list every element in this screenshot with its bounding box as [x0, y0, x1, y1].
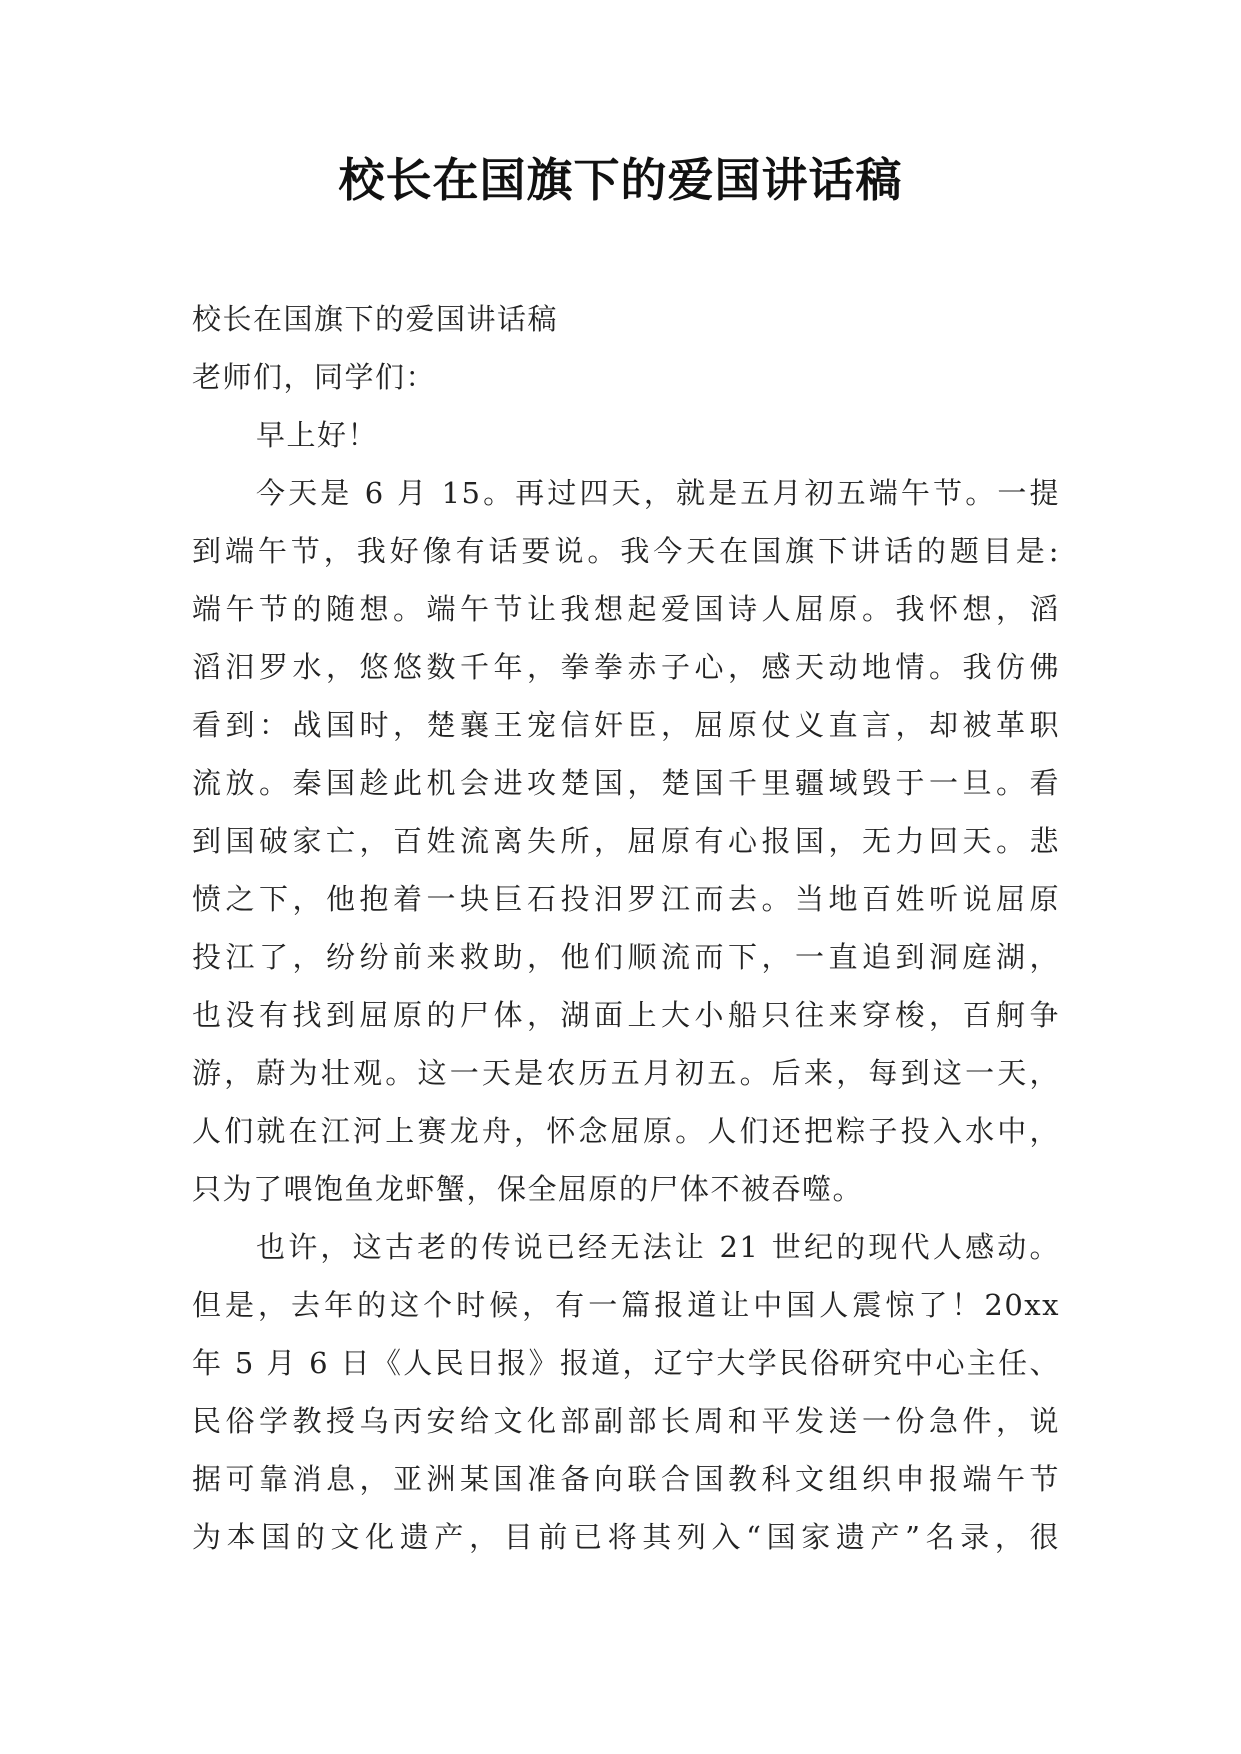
- text-line: 今天是 6 月 15。再过四天，就是五月初五端午节。一提: [256, 476, 1060, 510]
- document-title: 校长在国旗下的爱国讲话稿: [338, 153, 903, 207]
- text-line: 流放。秦国趁此机会进攻楚国，楚国千里疆域毁于一旦。看: [192, 766, 1060, 800]
- text-line: 只为了喂饱鱼龙虾蟹，保全屈原的尸体不被吞噬。: [192, 1172, 864, 1206]
- text-line: 人们就在江河上赛龙舟，怀念屈原。人们还把粽子投入水中，: [192, 1114, 1060, 1148]
- text-line: 民俗学教授乌丙安给文化部副部长周和平发送一份急件，说: [192, 1404, 1060, 1438]
- text-line: 看到：战国时，楚襄王宠信奸臣，屈原仗义直言，却被革职: [192, 708, 1060, 742]
- document-body: [192, 290, 1060, 1566]
- text-line: 投江了，纷纷前来救助，他们顺流而下，一直追到洞庭湖，: [192, 940, 1060, 974]
- text-line: 端午节的随想。端午节让我想起爱国诗人屈原。我怀想，滔: [192, 592, 1060, 626]
- text-line: 老师们，同学们：: [192, 360, 437, 394]
- text-line: 早上好！: [256, 418, 379, 452]
- text-line: 游，蔚为壮观。这一天是农历五月初五。后来，每到这一天，: [192, 1056, 1060, 1090]
- text-line: 到端午节，我好像有话要说。我今天在国旗下讲话的题目是:: [192, 534, 1060, 568]
- text-line: 年 5 月 6 日《人民日报》报道，辽宁大学民俗研究中心主任、: [192, 1346, 1060, 1380]
- text-line: 为本国的文化遗产，目前已将其列入“国家遗产”名录，很: [192, 1520, 1060, 1554]
- text-line: 校长在国旗下的爱国讲话稿: [192, 302, 559, 336]
- text-line: 到国破家亡，百姓流离失所，屈原有心报国，无力回天。悲: [192, 824, 1060, 858]
- text-line: 但是，去年的这个时候，有一篇报道让中国人震惊了！20xx: [192, 1288, 1060, 1322]
- text-line: 也没有找到屈原的尸体，湖面上大小船只往来穿梭，百舸争: [192, 998, 1060, 1032]
- text-line: 愤之下，他抱着一块巨石投汨罗江而去。当地百姓听说屈原: [192, 882, 1060, 916]
- text-line: 也许，这古老的传说已经无法让 21 世纪的现代人感动。: [256, 1230, 1060, 1264]
- text-line: 滔汨罗水，悠悠数千年，拳拳赤子心，感天动地情。我仿佛: [192, 650, 1060, 684]
- text-line: 据可靠消息，亚洲某国准备向联合国教科文组织申报端午节: [192, 1462, 1060, 1496]
